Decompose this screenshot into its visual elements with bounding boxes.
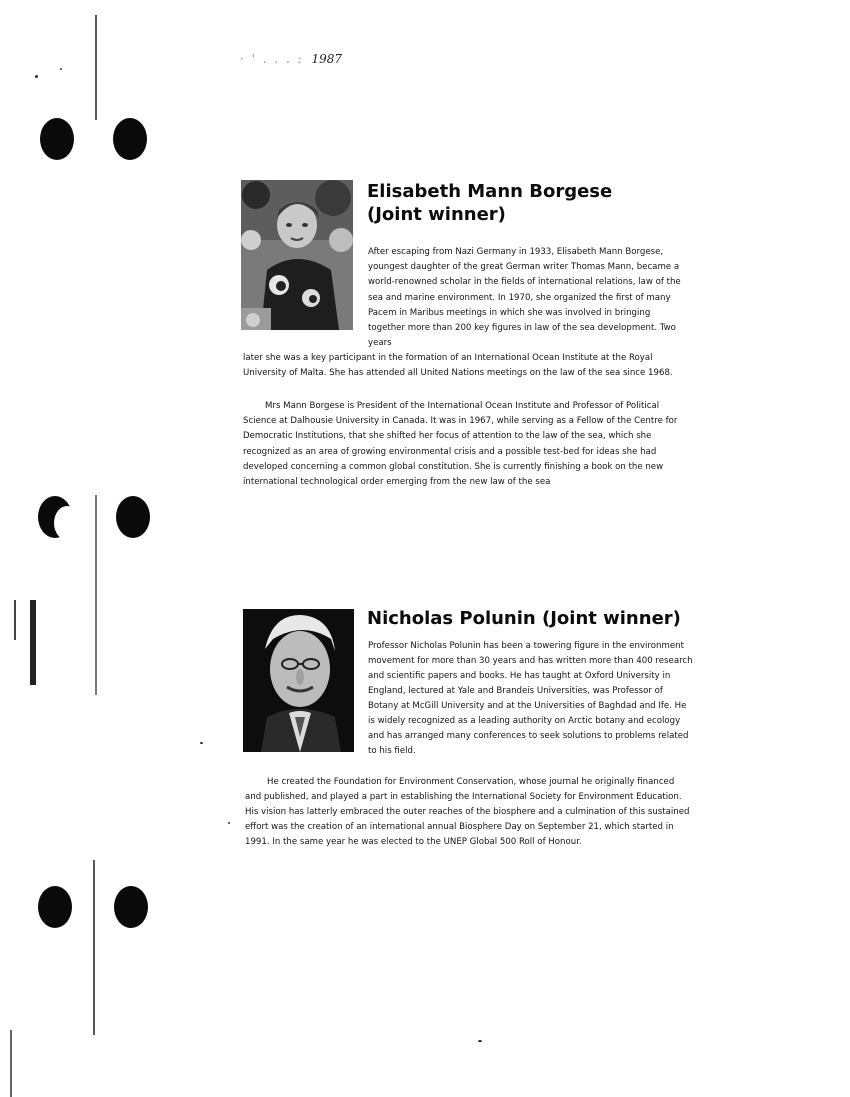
binder-tab <box>30 600 36 685</box>
punch-hole-top-right <box>113 118 147 160</box>
punch-hole-middle-left <box>38 496 72 538</box>
scan-speck <box>478 1040 482 1042</box>
portrait-elisabeth-mann-borgese <box>241 180 353 330</box>
entry-polunin-paragraph-2: He created the Foundation for Environment Conservation, whose journal he originally financed and published, and played a part in establishing the International Society for Environment Education. His vision has latterly embraced the outer reaches of the biosphere and a culmination of this sustained effort was the creation of an international annual Biosphere Day on September 21, which started in 1991. In the same year he was elected to the UNEP Global 500 Roll of Honour. <box>245 777 690 847</box>
entry-title-borgese-line1: Elisabeth Mann Borgese <box>367 181 613 202</box>
entry-title-polunin: Nicholas Polunin (Joint winner) <box>367 608 681 629</box>
scan-speck <box>60 68 62 70</box>
entry-borgese-paragraph-full: later she was a key participant in the formation of an International Ocean Institute at the Royal University of Malta. She has attended all United Nations meetings on the law of the sea since 1968. <box>243 353 673 379</box>
entry-borgese-paragraph-side: After escaping from Nazi Germany in 1933, Elisabeth Mann Borgese, youngest daughter of the great German writer Thomas Mann, became a world-renowned scholar in the fields of international relations, law of the sea and marine environment. In 1970, she organized the first of many Pacem in Maribus meetings in which she was involved in bringing together more than 200 key figures in law of the sea development. Two years <box>368 247 681 349</box>
portrait-nicholas-polunin <box>243 609 354 752</box>
scan-speck <box>35 75 38 78</box>
punch-hole-bottom-right <box>114 886 148 928</box>
punch-hole-top-left <box>40 118 74 160</box>
entry-polunin-paragraph-side: Professor Nicholas Polunin has been a towering figure in the environment movement for more than 30 years and has written more than 400 research and scientific papers and books. He has taught at Oxford University in England, lectured at Yale and Brandeis Universities, was Professor of Botany at McGill University and at the Universities of Baghdad and Ife. He is widely recognized as a leading authority on Arctic botany and ecology and has arranged many conferences to seek solutions to problems related to his field. <box>368 641 693 756</box>
header-year-text: 1987 <box>311 52 343 66</box>
binder-line-top <box>95 15 97 120</box>
entry-title-borgese-line2: (Joint winner) <box>367 204 506 225</box>
page-header-year <box>240 52 342 66</box>
scan-speck <box>200 742 203 744</box>
binder-line-bottom <box>93 860 95 1035</box>
binder-line-middle <box>95 495 97 695</box>
punch-hole-middle-right <box>116 496 150 538</box>
punch-hole-bottom-left <box>38 886 72 928</box>
header-faint-marks: · ' . . . : <box>240 52 304 66</box>
entry-borgese-paragraph-2: Mrs Mann Borgese is President of the International Ocean Institute and Professor of Political Science at Dalhousie University in Canada. It was in 1967, while serving as a Fellow of the Centre for Democratic Institutions, that she shifted her focus of attention to the law of the sea, which she recognized as an area of growing environmental crisis and a possible test-bed for ideas she had developed concerning a common global constitution. She is currently finishing a book on the new international technological order emerging from the new law of the sea <box>243 401 678 488</box>
binder-edge-left <box>10 1030 12 1097</box>
scan-speck <box>228 822 230 824</box>
binder-tab-thin <box>14 600 16 640</box>
